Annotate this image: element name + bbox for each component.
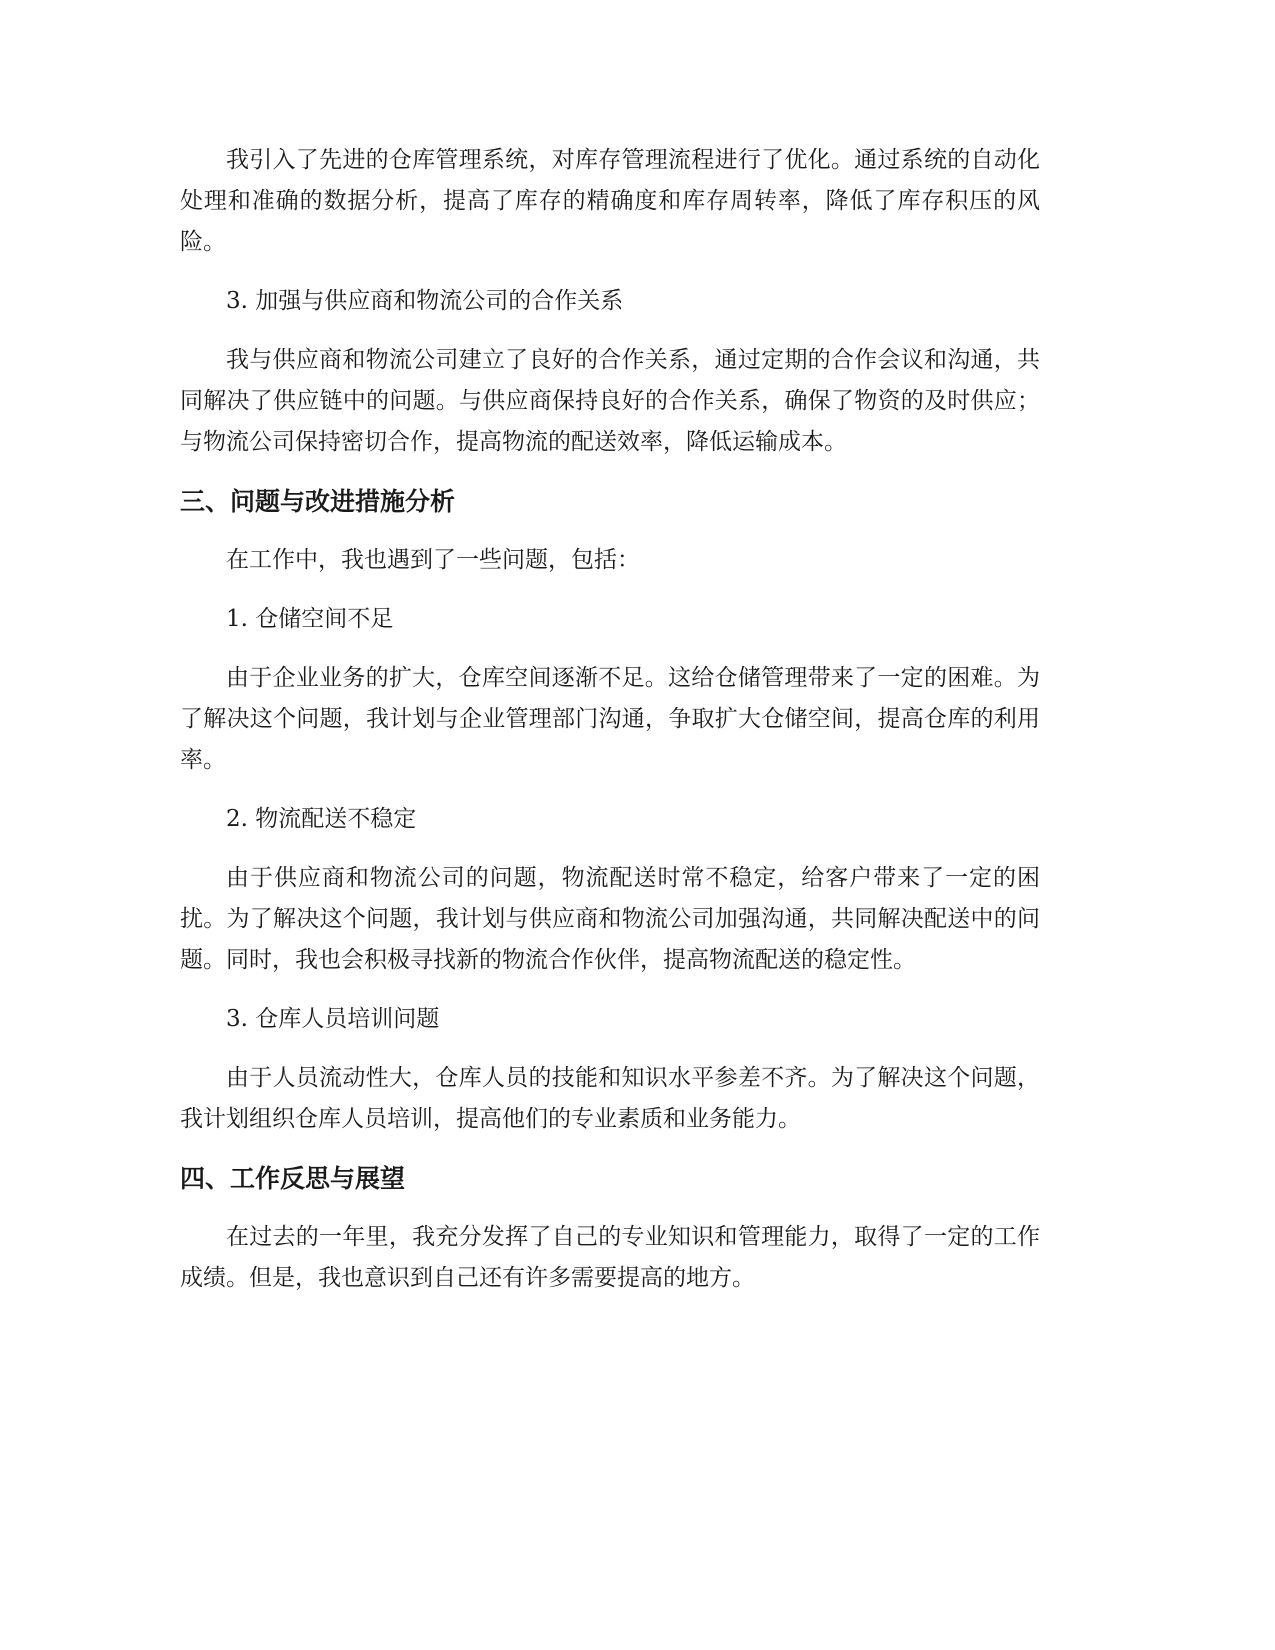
- section-heading-problems: 三、问题与改进措施分析: [180, 487, 456, 516]
- paragraph-storage-space: 由于企业业务的扩大，仓库空间逐渐不足。这给仓储管理带来了一定的困难。为了解决这个问题，我计划与企业管理部门沟通，争取扩大仓储空间，提高仓库的利用率。: [180, 665, 1040, 773]
- paragraph-problems-intro: 在工作中，我也遇到了一些问题，包括：: [226, 547, 640, 573]
- paragraph-reflection: 在过去的一年里，我充分发挥了自己的专业知识和管理能力，取得了一定的工作成绩。但是，我也意识到自己还有许多需要提高的地方。: [180, 1224, 1040, 1291]
- paragraph-staff-training: 由于人员流动性大，仓库人员的技能和知识水平参差不齐。为了解决这个问题，我计划组织仓库人员培训，提高他们的专业素质和业务能力。: [180, 1065, 1040, 1132]
- paragraph-inventory-system: 我引入了先进的仓库管理系统，对库存管理流程进行了优化。通过系统的自动化处理和准确的数据分析，提高了库存的精确度和库存周转率，降低了库存积压的风险。: [180, 147, 1040, 255]
- paragraph-logistics: 由于供应商和物流公司的问题，物流配送时常不稳定，给客户带来了一定的困扰。为了解决这个问题，我计划与供应商和物流公司加强沟通，共同解决配送中的问题。同时，我也会积极寻找新的物流合作伙伴，提高物流配送的稳定性。: [180, 865, 1040, 973]
- document-page: [180, 140, 1040, 1317]
- paragraph-supplier-cooperation: 我与供应商和物流公司建立了良好的合作关系，通过定期的合作会议和沟通，共同解决了供应链中的问题。与供应商保持良好的合作关系，确保了物资的及时供应；与物流公司保持密切合作，提高物流的配送效率，降低运输成本。: [180, 347, 1040, 455]
- list-item-staff-training: 3. 仓库人员培训问题: [226, 1006, 440, 1032]
- list-item-logistics: 2. 物流配送不稳定: [226, 806, 417, 832]
- list-item-supplier-cooperation: 3. 加强与供应商和物流公司的合作关系: [226, 288, 624, 314]
- section-heading-reflection: 四、工作反思与展望: [180, 1164, 406, 1193]
- list-item-storage-space: 1. 仓储空间不足: [226, 606, 394, 632]
